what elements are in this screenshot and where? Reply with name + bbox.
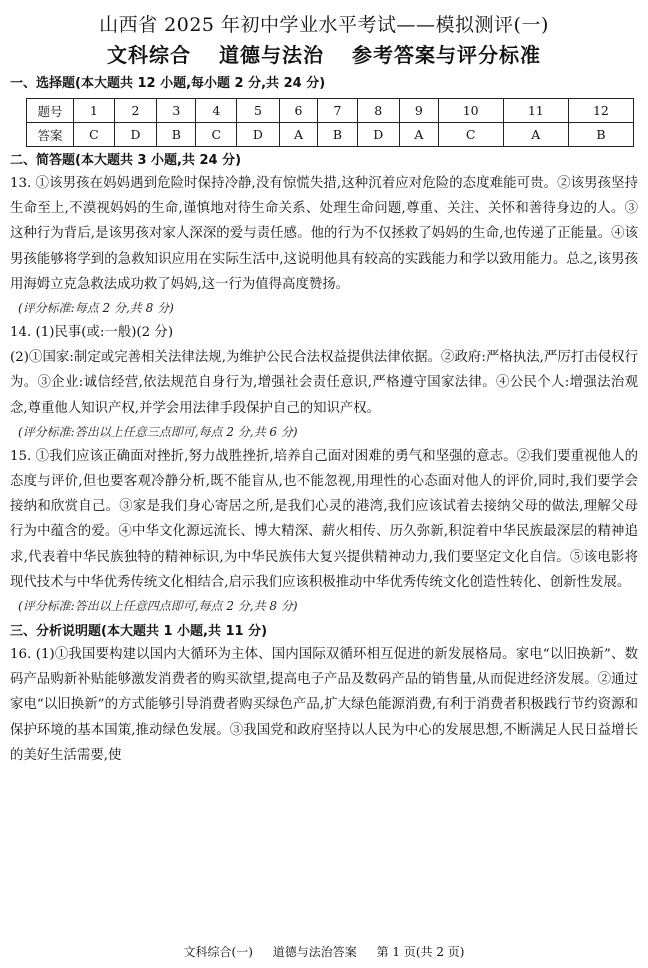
exam-subtitle [10,40,638,70]
answer-table [26,98,634,147]
question-13 [10,171,638,297]
answer-cell: B [157,123,196,147]
qnum-cell: 6 [279,99,318,123]
q16-answer: 16. (1)①我国要构建以国内大循环为主体、国内国际双循环相互促进的新发展格局。家电“以旧换新”、数码产品购新补贴能够激发消费者的购买欲望,提高电子产品及数码产品的销售量,从而促进经济发展。②通过家电“以旧换新”的方式能够引导消费者购买绿色产品,扩大绿色能源消费,有利于消费者积极践行节约资源和保护环境的基本国策,推动绿色发展。③我国党和政府坚持以人民为中心的发展思想,不断满足人民日益增长的美好生活需要,使 [10,647,638,763]
answer-cell: D [357,123,399,147]
qnum-cell: 1 [74,99,115,123]
qnum-cell: 4 [196,99,237,123]
q14-part1: 14. (1)民事(或:一般)(2 分) [10,325,174,341]
answer-cell: B [318,123,357,147]
q14-scoring-note: (评分标准:答出以上任意三点即可,每点 2 分,共 6 分) [18,424,298,439]
qnum-cell: 11 [503,99,568,123]
row-label-answer: 答案 [27,123,74,147]
answer-cell: D [237,123,279,147]
section-3-heading: 三、分析说明题(本大题共 1 小题,共 11 分) [10,624,268,640]
q13-answer: 13. ①该男孩在妈妈遇到危险时保持冷静,没有惊慌失措,这种沉着应对危险的态度难能可贵。②该男孩坚持生命至上,不漠视妈妈的生命,谨慎地对待生命关系、处理生命问题,尊重、关注、关怀和善待身边的人。③这种行为背后,是该男孩对家人深深的爱与责任感。他的行为不仅拯救了妈妈的生命,也传递了正能量。④该男孩能够将学到的急救知识应用在实际生活中,这说明他具有较高的实践能力和学以致用能力。总之,该男孩用海姆立克急救法成功救了妈妈,这一行为值得高度赞扬。 [10,176,638,292]
page-footer [0,943,648,960]
answer-cell: C [74,123,115,147]
qnum-cell: 12 [568,99,633,123]
answer-cell: B [568,123,633,147]
footer-subject: 文科综合(一) [183,945,253,959]
answer-cell: A [503,123,568,147]
footer-doc: 道德与法治答案 [272,945,357,959]
question-15 [10,444,638,595]
exam-title: 山西省 2025 年初中学业水平考试——模拟测评(一) [99,14,549,36]
doc-type-label: 参考答案与评分标准 [351,43,541,67]
question-14 [10,320,638,421]
subject-label: 文科综合 [107,43,192,67]
q15-scoring-note: (评分标准:答出以上任意四点即可,每点 2 分,共 8 分) [18,599,298,614]
answer-cell: C [438,123,503,147]
footer-page-number: 第 1 页(共 2 页) [376,945,465,959]
course-label: 道德与法治 [219,43,324,67]
row-label-number: 题号 [27,99,74,123]
q14-part2: (2)①国家:制定或完善相关法律法规,为维护公民合法权益提供法律依据。②政府:严格执法,严厉打击侵权行为。③企业:诚信经营,依法规范自身行为,增强社会责任意识,严格遵守国家法律。④公民个人:增强法治观念,尊重他人知识产权,并学会用法律手段保护自己的知识产权。 [10,350,638,416]
question-16 [10,642,638,768]
question-number-row [27,99,634,123]
qnum-cell: 8 [357,99,399,123]
answer-row [27,123,634,147]
q13-scoring-note: (评分标准:每点 2 分,共 8 分) [18,301,174,316]
qnum-cell: 3 [157,99,196,123]
qnum-cell: 10 [438,99,503,123]
answer-cell: C [196,123,237,147]
answer-cell: A [400,123,439,147]
section-2-heading: 二、简答题(本大题共 3 小题,共 24 分) [10,153,242,168]
section-1-heading: 一、选择题(本大题共 12 小题,每小题 2 分,共 24 分) [10,76,326,91]
qnum-cell: 9 [400,99,439,123]
qnum-cell: 5 [237,99,279,123]
answer-cell: A [279,123,318,147]
qnum-cell: 2 [114,99,156,123]
qnum-cell: 7 [318,99,357,123]
q15-answer: 15. ①我们应该正确面对挫折,努力战胜挫折,培养自己面对困难的勇气和坚强的意志。②我们要重视他人的态度与评价,但也要客观冷静分析,既不能盲从,也不能忽视,用理性的心态面对他人的评价,同时,我们要学会接纳和欣赏自己。③家是我们身心寄居之所,是我们心灵的港湾,我们应该试着去接纳父母的做法,理解父母行为中蕴含的爱。④中华文化源远流长、博大精深、薪火相传、历久弥新,积淀着中华民族最深层的精神追求,代表着中华民族独特的精神标识,为中华民族伟大复兴提供精神动力,我们要坚定文化自信。⑤该电影将现代技术与中华优秀传统文化相结合,启示我们应该积极推动中华优秀传统文化创造性转化、创新性发展。 [10,448,638,590]
answer-cell: D [114,123,156,147]
